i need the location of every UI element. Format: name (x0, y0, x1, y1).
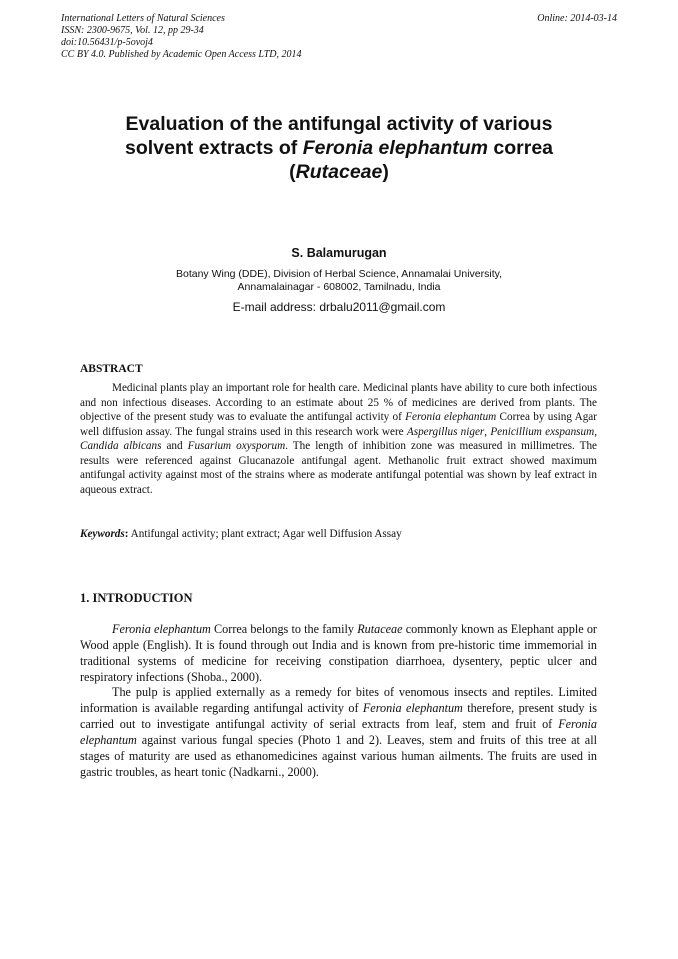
title-line-2 (80, 136, 598, 160)
title-family: Rutaceae (295, 161, 383, 183)
keywords (80, 528, 402, 540)
species-name: Feronia elephantum (112, 622, 211, 636)
title-species: Feronia elephantum (302, 137, 488, 159)
keywords-text: Antifungal activity; plant extract; Agar well Diffusion Assay (128, 528, 402, 540)
running-header (61, 13, 617, 61)
journal-name: International Letters of Natural Sciences (61, 13, 225, 24)
intro-paragraph-1 (80, 621, 597, 685)
species-name: Feronia elephantum (362, 701, 463, 715)
license-line: CC BY 4.0. Published by Academic Open Access LTD, 2014 (61, 49, 302, 60)
abstract-text: , (484, 425, 491, 438)
abstract-text: , (594, 425, 598, 438)
title-line-1: Evaluation of the antifungal activity of various (125, 113, 553, 135)
title-line-3 (80, 160, 598, 184)
issn-line: ISSN: 2300-9675, Vol. 12, pp 29-34 (61, 25, 204, 36)
abstract-body (80, 381, 597, 497)
abstract-text: Correa by using Agar well diffusion assay. The fungal strains used in this research work were (80, 411, 597, 438)
title-paren: ( (289, 161, 296, 183)
intro-paragraph-2 (80, 684, 597, 780)
species-name: Feronia elephantum (80, 717, 597, 747)
abstract-heading: ABSTRACT (80, 363, 143, 375)
species-name: Fusarium oxysporum (187, 440, 286, 452)
author-name: S. Balamurugan (291, 246, 387, 260)
online-date: Online: 2014-03-14 (537, 13, 617, 24)
affiliation-line-2: Annamalainagar - 608002, Tamilnadu, India (237, 281, 441, 293)
abstract-text: . The length of inhibition zone was measured in millimetres. The results were referenced against Glucanazole antifungal agent. Methanolic fruit extract showed maximum antifungal activity against most of the strains where as moderate antifungal potential was shown by leaf extract in aqueous extract. (80, 440, 598, 496)
author-affiliation (80, 268, 598, 294)
abstract-text: and (161, 440, 188, 452)
title-paren: ) (382, 161, 389, 183)
affiliation-line-1: Botany Wing (DDE), Division of Herbal Science, Annamalai University, (175, 268, 502, 280)
paper-title (80, 112, 598, 184)
species-name: Penicillium exspansum (490, 425, 595, 438)
species-name: Feronia elephantum (405, 411, 497, 423)
abstract-text: Medicinal plants play an important role for health care. Medicinal plants have ability to cure both infectious and non infectious diseases. According to an estimate about 25 % of medicines are derived from plants. The objective of the present study was to evaluate the antifungal activity of (80, 382, 597, 423)
paragraph-text: Correa belongs to the family (210, 622, 358, 636)
paragraph-text: commonly known as Elephant apple or Wood apple (English). It is found through out India and is known from pre-historic time immemorial in traditional systems of medicine for receiving constipation diarrhoea, dysentery, peptic ulcer and respiratory infections (Shoba., 2000). (80, 622, 597, 684)
species-name: Candida albicans (80, 440, 162, 452)
paragraph-text: against various fungal species (Photo 1 and 2). Leaves, stem and fruits of this tree at all stages of maturity are used as ethanomedicines against various human ailments. The fruits are used in gastric troubles, as heart tonic (Nadkarni., 2000). (80, 733, 597, 779)
section-heading-introduction: 1. INTRODUCTION (80, 591, 193, 605)
paragraph-text: The pulp is applied externally as a remedy for bites of venomous insects and reptiles. Limited information is available regarding antifungal activity of (80, 685, 597, 715)
family-name: Rutaceae (357, 622, 403, 636)
keywords-label: Keywords (80, 528, 125, 540)
paragraph-text: therefore, present study is carried out to investigate antifungal activity of serial extracts from leaf, stem and fruit of (80, 701, 597, 731)
author-email[interactable]: E-mail address: drbalu2011@gmail.com (232, 300, 446, 314)
species-name: Aspergillus niger (406, 425, 485, 438)
doi-line: doi:10.56431/p-5ovoj4 (61, 37, 153, 48)
title-text: correa (487, 137, 554, 159)
title-text: solvent extracts of (124, 137, 303, 159)
keywords-colon: : (124, 528, 129, 540)
